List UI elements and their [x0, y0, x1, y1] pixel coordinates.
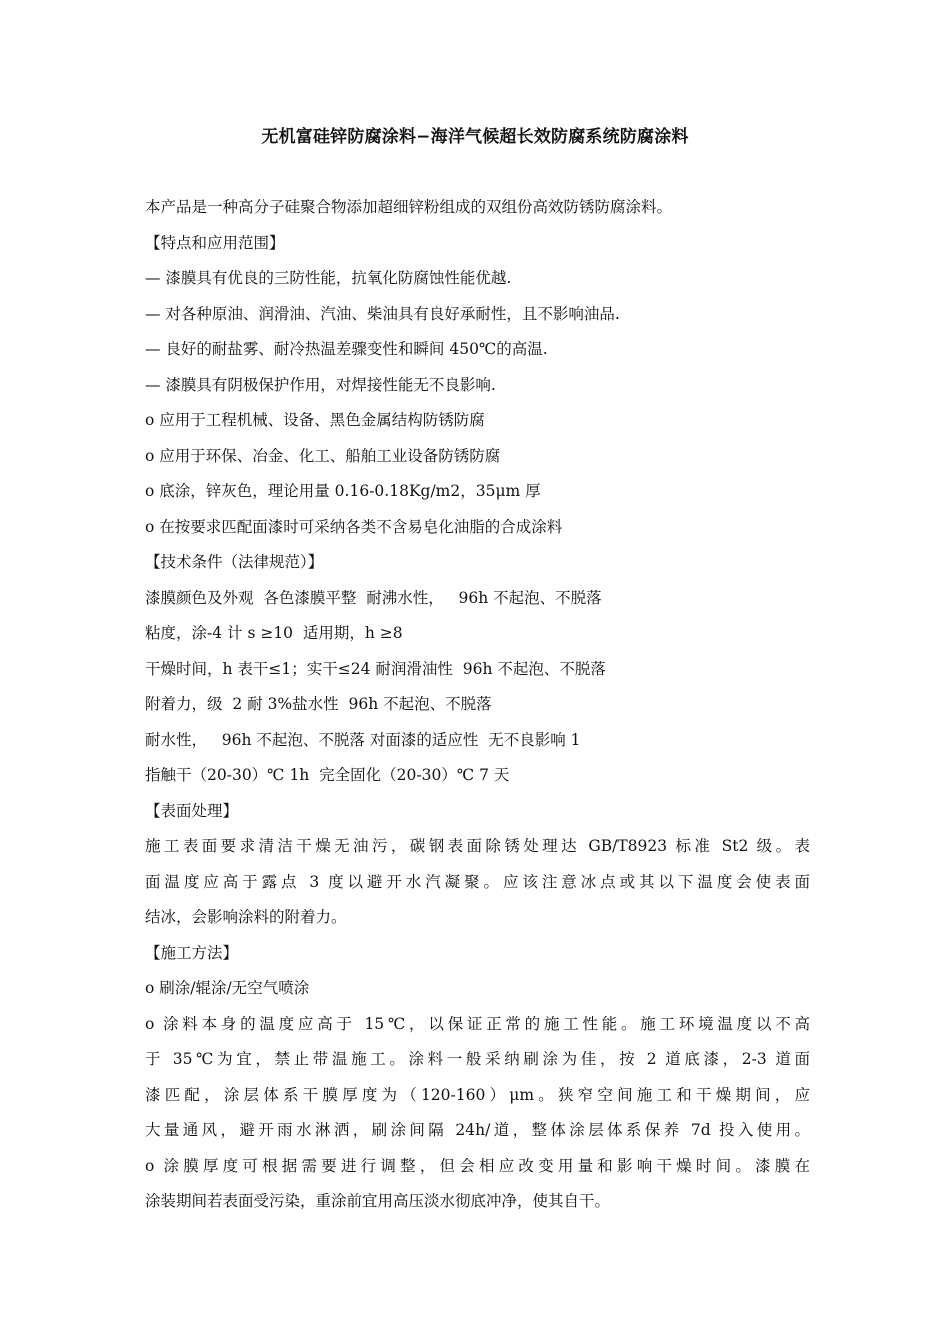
application-item: o 应用于环保、冶金、化工、船舶工业设备防锈防腐	[145, 446, 501, 465]
section-heading-surface: 【表面处理】	[145, 801, 239, 820]
feature-item: — 漆膜具有优良的三防性能，抗氧化防腐蚀性能优越.	[145, 269, 512, 287]
surface-paragraph-line: 面温度应高于露点 3 度以避开水汽凝聚。应该注意冰点或其以下温度会使表面	[145, 872, 810, 891]
spec-line: 粘度，涂-4 计 s ≥10 适用期，h ≥8	[145, 624, 403, 642]
spec-line: 漆膜颜色及外观 各色漆膜平整 耐沸水性， 96h 不起泡、不脱落	[145, 588, 602, 607]
section-heading-features: 【特点和应用范围】	[145, 233, 285, 252]
surface-paragraph-line: 结冰，会影响涂料的附着力。	[145, 908, 347, 926]
spec-line: 指触干（20-30）℃ 1h 完全固化（20-30）℃ 7 天	[145, 766, 510, 784]
surface-paragraph-line: 施工表面要求清洁干燥无油污，碳钢表面除锈处理达 GB/T8923 标准 St2 级。表	[145, 837, 810, 855]
method-item: o 刷涂/辊涂/无空气喷涂	[145, 979, 310, 997]
feature-item: — 对各种原油、润滑油、汽油、柴油具有良好承耐性，且不影响油品.	[145, 304, 620, 323]
section-heading-method: 【施工方法】	[145, 943, 239, 962]
application-item: o 应用于工程机械、设备、黑色金属结构防锈防腐	[145, 411, 485, 429]
method-paragraph-line: o 涂膜厚度可根据需要进行调整，但会相应改变用量和影响干燥时间。漆膜在	[145, 1156, 810, 1175]
spec-line: 干燥时间，h 表干≤1；实干≤24 耐润滑油性 96h 不起泡、不脱落	[145, 659, 606, 678]
spec-line: 附着力，级 2 耐 3%盐水性 96h 不起泡、不脱落	[145, 695, 492, 713]
document-body	[145, 190, 810, 1220]
spec-line: 耐水性， 96h 不起泡、不脱落 对面漆的适应性 无不良影响 1	[145, 730, 581, 749]
application-item: o 在按要求匹配面漆时可采纳各类不含易皂化油脂的合成涂料	[145, 517, 563, 536]
method-paragraph-line: 涂装期间若表面受污染，重涂前宜用高压淡水彻底冲净，使其自干。	[145, 1192, 611, 1210]
intro-paragraph: 本产品是一种高分子硅聚合物添加超细锌粉组成的双组份高效防锈防腐涂料。	[145, 198, 673, 216]
method-paragraph-line: o 涂料本身的温度应高于 15℃，以保证正常的施工性能。施工环境温度以不高	[145, 1014, 810, 1033]
feature-item: — 良好的耐盐雾、耐冷热温差骤变性和瞬间 450℃的高温.	[145, 340, 548, 358]
section-heading-specs: 【技术条件（法律规范）】	[145, 553, 324, 571]
document-title: 无机富硅锌防腐涂料−海洋气候超长效防腐系统防腐涂料	[261, 127, 689, 147]
feature-item: — 漆膜具有阴极保护作用，对焊接性能无不良影响.	[145, 375, 496, 394]
method-paragraph-line: 漆匹配，涂层体系干膜厚度为（120-160）μm。狭窄空间施工和干燥期间，应	[145, 1085, 810, 1104]
method-paragraph-line: 于 35℃为宜，禁止带温施工。涂料一般采纳刷涂为佳，按 2 道底漆，2-3 道面	[145, 1050, 810, 1068]
application-item: o 底涂，锌灰色，理论用量 0.16-0.18Kg/m2，35μm 厚	[145, 482, 541, 500]
method-paragraph-line: 大量通风，避开雨水淋洒，刷涂间隔 24h/道，整体涂层体系保养 7d 投入使用。	[145, 1121, 810, 1139]
